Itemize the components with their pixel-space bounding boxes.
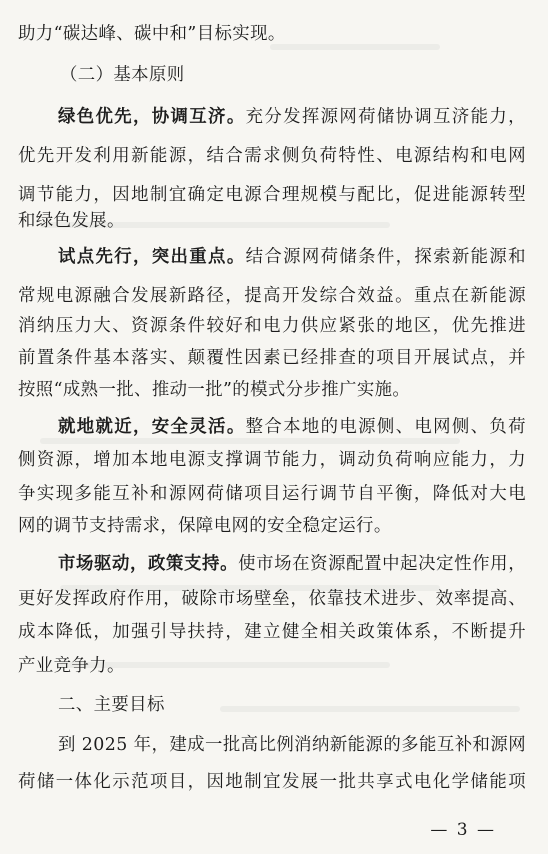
line-text: 调节能力，因地制宜确定电源合理规模与配比，促进能源转型 bbox=[18, 185, 526, 205]
text-line bbox=[18, 284, 526, 308]
line-text: 和绿色发展。 bbox=[18, 211, 125, 231]
line-text: 网的调节支持需求，保障电网的安全稳定运行。 bbox=[18, 516, 392, 536]
paragraph-first-line bbox=[58, 105, 526, 129]
text-line bbox=[18, 183, 526, 207]
line-text: 结合源网荷储条件，探索新能源和 bbox=[245, 247, 526, 267]
section-heading bbox=[58, 693, 526, 717]
line-text: 整合本地的电源侧、电网侧、负荷 bbox=[245, 417, 526, 437]
line-text: 侧资源，增加本地电源支撑调节能力，调动负荷响应能力，力 bbox=[18, 450, 526, 470]
line-text: 争实现多能互补和源网荷储项目运行调节自平衡，降低对大电 bbox=[18, 484, 526, 504]
line-text: 消纳压力大、资源条件较好和电力供应紧张的地区，优先推进 bbox=[18, 316, 526, 336]
text-line bbox=[18, 770, 526, 794]
text-line bbox=[18, 144, 526, 168]
line-text: 使市场在资源配置中起决定性作用， bbox=[238, 554, 526, 574]
text-line bbox=[18, 209, 526, 233]
line-text: 助力“碳达峰、碳中和”目标实现。 bbox=[18, 24, 286, 44]
text-line bbox=[18, 514, 526, 538]
section-heading bbox=[60, 63, 526, 87]
line-text: 产业竞争力。 bbox=[18, 656, 125, 676]
text-line bbox=[18, 378, 526, 402]
heading-text: 二、主要目标 bbox=[58, 695, 165, 715]
text-line bbox=[18, 587, 526, 611]
text-line bbox=[18, 654, 526, 678]
line-text: 充分发挥源网荷储协调互济能力， bbox=[245, 107, 526, 127]
paragraph-first-line bbox=[58, 245, 526, 269]
line-text: 荷储一体化示范项目，因地制宜发展一批共享式电化学储能项 bbox=[18, 772, 526, 792]
line-text: 到 2025 年，建成一批高比例消纳新能源的多能互补和源网 bbox=[58, 735, 526, 755]
line-text: 常规电源融合发展新路径，提高开发综合效益。重点在新能源 bbox=[18, 286, 526, 306]
line-text: 前置条件基本落实、颠覆性因素已经排查的项目开展试点，并 bbox=[18, 348, 526, 368]
principle-title: 市场驱动，政策支持。 bbox=[58, 554, 239, 574]
text-line bbox=[18, 314, 526, 338]
text-line bbox=[18, 448, 526, 472]
principle-title: 绿色优先，协调互济。 bbox=[58, 107, 246, 127]
principle-title: 就地就近，安全灵活。 bbox=[58, 417, 246, 437]
text-line bbox=[18, 482, 526, 506]
heading-text: （二）基本原则 bbox=[60, 65, 185, 85]
line-text: 优先开发利用新能源，结合需求侧负荷特性、电源结构和电网 bbox=[18, 146, 526, 166]
line-text: 按照“成熟一批、推动一批”的模式分步推广实施。 bbox=[18, 380, 411, 400]
text-line bbox=[18, 22, 526, 46]
principle-title: 试点先行，突出重点。 bbox=[58, 247, 246, 267]
page-number: — 3 — bbox=[430, 820, 496, 840]
paragraph-first-line bbox=[58, 733, 526, 757]
text-line bbox=[18, 620, 526, 644]
text-line bbox=[18, 346, 526, 370]
line-text: 更好发挥政府作用，破除市场壁垒，依靠技术进步、效率提高、 bbox=[18, 589, 526, 609]
paragraph-first-line bbox=[58, 415, 526, 439]
paragraph-first-line bbox=[58, 552, 526, 576]
line-text: 成本降低，加强引导扶持，建立健全相关政策体系，不断提升 bbox=[18, 622, 526, 642]
